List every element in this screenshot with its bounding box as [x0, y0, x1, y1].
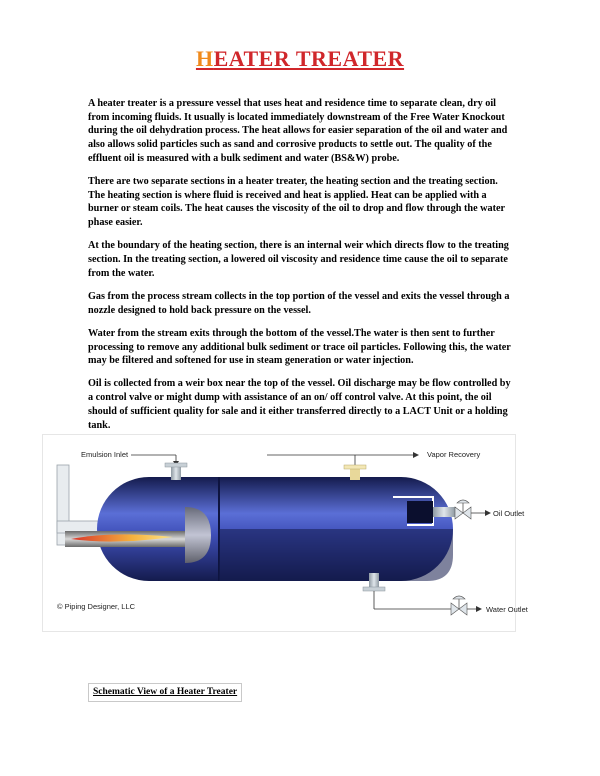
heater-treater-diagram	[42, 434, 528, 632]
body-text	[88, 97, 512, 442]
water-control-valve-icon	[451, 596, 467, 615]
paragraph-gas: Gas from the process stream collects in the top portion of the vessel and exits the vessel through a nozzle designed to hold back pressure on the vessel.	[88, 290, 510, 316]
copyright-label: © Piping Designer, LLC	[57, 602, 136, 611]
emulsion-inlet-label: Emulsion Inlet	[81, 450, 129, 459]
title-rest: EATER TREATER	[213, 46, 405, 71]
title-first-letter: H	[195, 46, 214, 71]
oil-outlet-label: Oil Outlet	[493, 509, 525, 518]
caption-text: Schematic View of a Heater Treater	[93, 687, 238, 697]
water-outlet-label: Water Outlet	[486, 605, 528, 614]
paragraph-oil: Oil is collected from a weir box near the top of the vessel. Oil discharge may be flow controlled by a control valve or might dump with assistance of an on/ off control valve. At this point, the oil should of sufficient quality for sale and it either transferred directly to a LACT Unit or a holding tank.	[88, 378, 511, 431]
paragraph-sections: There are two separate sections in a heater treater, the heating section and the treating section. The heating section is where fluid is received and heat is applied. Heat can be applied with a burner or steam coils. The heat causes the viscosity of the oil to drop and flow through the water phase easier.	[88, 176, 505, 229]
paragraph-intro: A heater treater is a pressure vessel that uses heat and residence time to separate clean, dry oil from incoming fluids. It usually is located immediately downstream of the Free Water Knockout during the oil dehydration process. The heat allows for easier separation of the oil and water and also allows solid particles such as sand and corrosive products to settle out. The quality of the effluent oil is measured with a bulk sediment and water (BS&W) probe.	[88, 98, 508, 164]
vapor-recovery-label: Vapor Recovery	[427, 450, 481, 459]
figure-caption	[88, 683, 242, 702]
page-title	[0, 46, 600, 72]
diagram-svg	[43, 435, 528, 631]
paragraph-weir: At the boundary of the heating section, there is an internal weir which directs flow to the treating section. In the treating section, a lowered oil viscosity and residence time cause the oil to separate from the water.	[88, 240, 509, 279]
vessel-body	[97, 477, 453, 581]
paragraph-water: Water from the stream exits through the bottom of the vessel.The water is then sent to further processing to remove any additional bulk sediment or trace oil particles. Following this, the water may be filtered and softened for use in steam generation or water injection.	[88, 327, 511, 367]
oil-control-valve-icon	[455, 500, 471, 519]
vapor-recovery-line	[267, 452, 419, 466]
